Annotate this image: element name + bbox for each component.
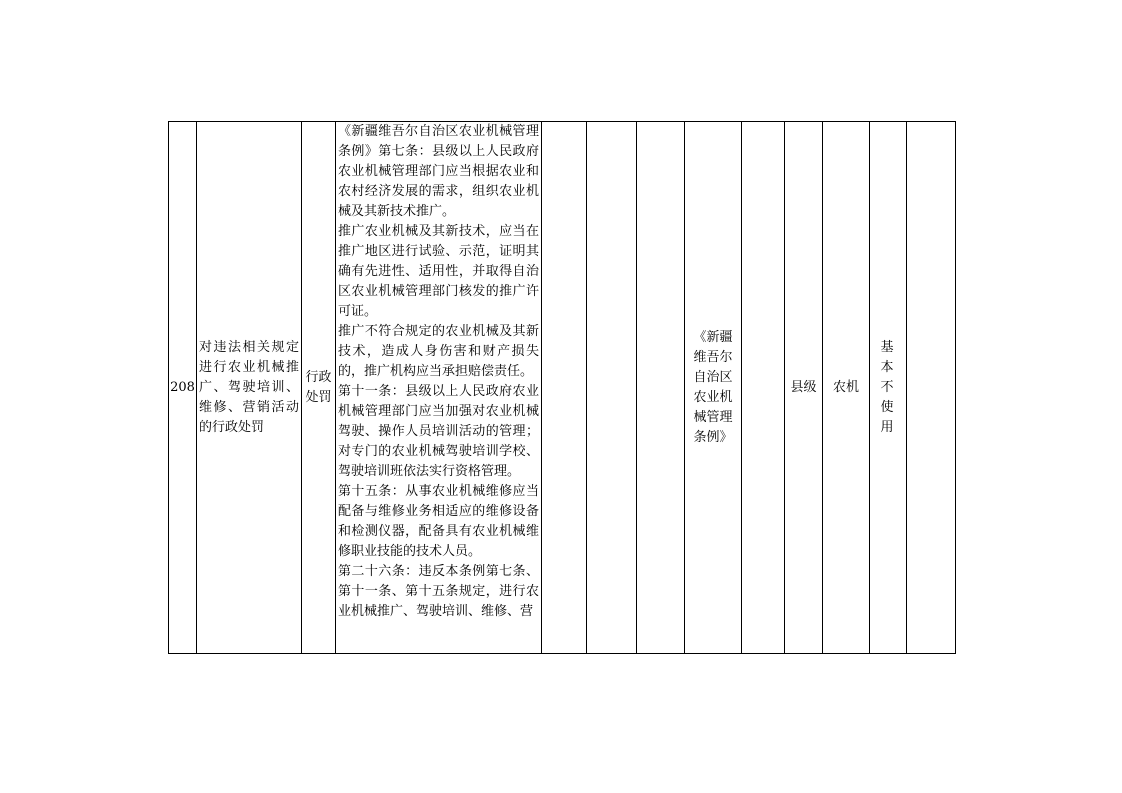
legal-basis-cell: [336, 122, 542, 654]
table-row: [169, 122, 956, 654]
empty-cell: [542, 122, 587, 654]
category-cell: 行政处罚: [302, 122, 336, 654]
empty-cell: [637, 122, 685, 654]
basis-paragraph: 推广不符合规定的农业机械及其新技术，造成人身伤害和财产损失的，推广机构应当承担赔偿责任。: [338, 324, 539, 379]
usage-cell: 基本不使用: [870, 122, 907, 654]
empty-cell: [907, 122, 956, 654]
basis-paragraph: 第十一条：县级以上人民政府农业机械管理部门应当加强对农业机械驾驶、操作人员培训活动的管理；对专门的农业机械驾驶培训学校、驾驶培训班依法实行资格管理。: [338, 384, 539, 479]
empty-cell: [587, 122, 637, 654]
item-name-cell: 对违法相关规定进行农业机械推广、驾驶培训、维修、营销活动的行政处罚: [197, 122, 302, 654]
law-name-cell: 《新疆维吾尔自治区农业机械管理条例》: [685, 122, 742, 654]
basis-paragraph: 《新疆维吾尔自治区农业机械管理条例》第七条：县级以上人民政府农业机械管理部门应当根据农业和农村经济发展的需求，组织农业机械及其新技术推广。: [338, 124, 539, 219]
basis-paragraph: 推广农业机械及其新技术，应当在推广地区进行试验、示范，证明其确有先进性、适用性，并取得自治区农业机械管理部门核发的推广许可证。: [338, 224, 539, 319]
level-cell: 县级: [785, 122, 823, 654]
row-number: 208: [169, 122, 197, 654]
basis-paragraph: 第二十六条：违反本条例第七条、第十一条、第十五条规定，进行农业机械推广、驾驶培训、维修、营: [338, 564, 539, 619]
empty-cell: [742, 122, 785, 654]
basis-paragraph: 第十五条：从事农业机械维修应当配备与维修业务相适应的维修设备和检测仪器，配备具有农业机械维修职业技能的技术人员。: [338, 484, 539, 559]
department-cell: 农机: [823, 122, 870, 654]
power-list-table: [168, 121, 956, 654]
